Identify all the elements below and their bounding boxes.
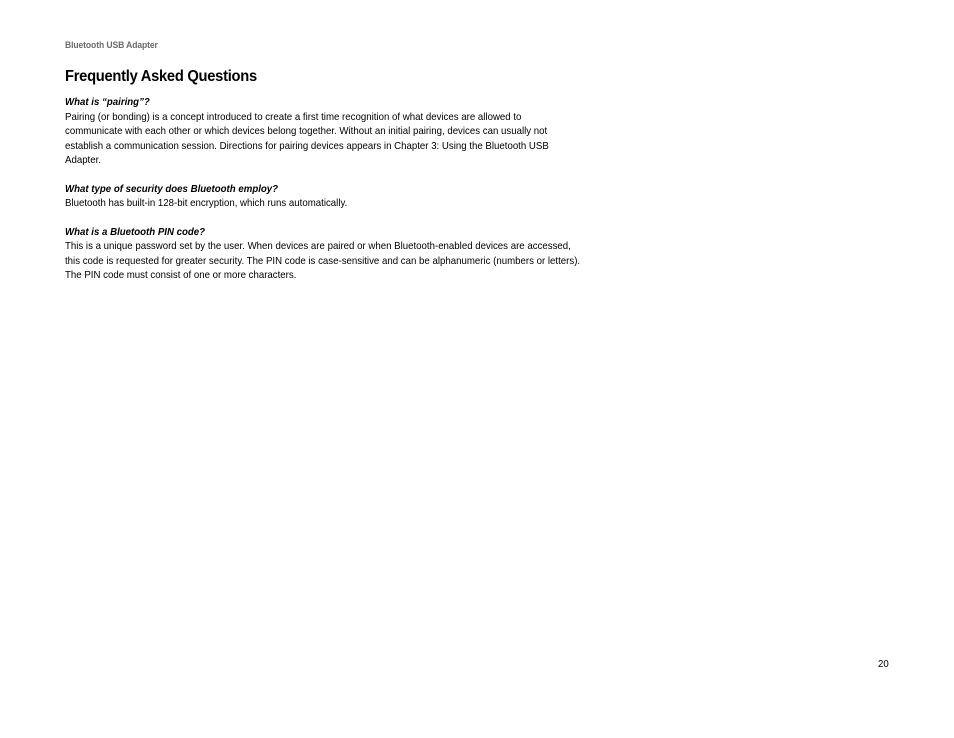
faq-answer: Bluetooth has built-in 128-bit encryption, which runs automatically. xyxy=(65,197,348,209)
faq-answer: This is a unique password set by the user. When devices are paired or when Bluetooth-enabled devices are accessed, this code is requested for greater security. The PIN code is case-sensitive and can be alphanumeric (numbers or letters). The PIN code must consist of one or more characters. xyxy=(65,240,581,281)
faq-question: What is a Bluetooth PIN code? xyxy=(65,225,206,238)
faq-question: What is “pairing”? xyxy=(65,96,150,108)
faq-item-pin-code xyxy=(65,225,645,283)
page-number: 20 xyxy=(878,658,889,670)
faq-item-pairing xyxy=(65,95,645,168)
faq-answer: Pairing (or bonding) is a concept introduced to create a first time recognition of what devices are allowed to communicate with each other or which devices belong together. Without an initial pairing, devices can usually not establish a communication session. Directions for pairing devices appears in Chapter 3: Using the Bluetooth USB Adapter. xyxy=(65,110,549,166)
faq-question: What type of security does Bluetooth employ? xyxy=(65,182,279,195)
page-title: Frequently Asked Questions xyxy=(65,68,257,85)
running-header: Bluetooth USB Adapter xyxy=(65,40,158,51)
faq-item-security xyxy=(65,182,645,211)
faq-section xyxy=(65,68,645,297)
